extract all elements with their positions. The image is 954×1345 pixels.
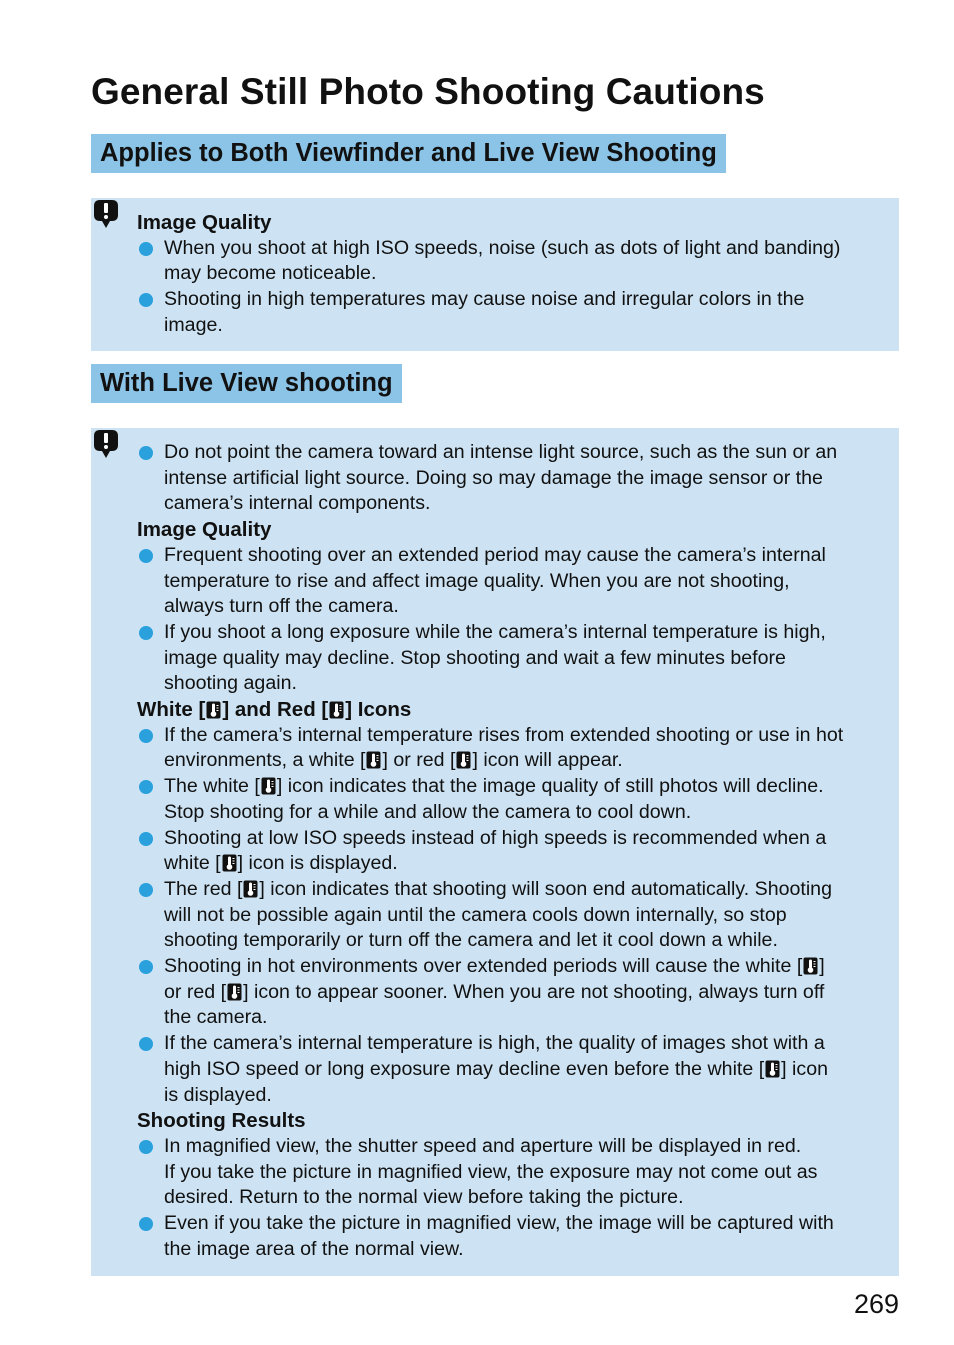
section-heading-both-shooting: Applies to Both Viewfinder and Live View Shooting <box>91 134 726 173</box>
caution-icon <box>91 428 121 460</box>
text-line: desired. Return to the normal view before taking the picture. <box>164 1186 684 1209</box>
text-line <box>164 1057 891 1083</box>
text-line: temperature to rise and affect image quality. When you are not shooting, <box>164 569 790 592</box>
text-line: When you shoot at high ISO speeds, noise (such as dots of light and banding) <box>164 236 841 259</box>
text-segment: ] or red [ <box>382 749 456 772</box>
text-line <box>164 954 891 980</box>
text-segment: The white [ <box>164 775 260 798</box>
text-segment: ] icon indicates that the image quality of still photos will decline. <box>276 775 824 798</box>
text-segment: white [ <box>164 852 221 875</box>
text-line: If you take the picture in magnified view, the exposure may not come out as <box>164 1160 818 1183</box>
temperature-warning-icon <box>366 751 381 769</box>
text-line: If the camera’s internal temperature rises from extended shooting or use in hot <box>164 723 844 746</box>
text-segment: ] icon will appear. <box>472 749 623 772</box>
list-item <box>137 620 891 697</box>
text-segment: or red [ <box>164 980 227 1003</box>
list-item <box>137 236 891 287</box>
temperature-warning-icon <box>261 777 276 795</box>
text-segment: The red [ <box>164 877 243 900</box>
text-line: In magnified view, the shutter speed and aperture will be displayed in red. <box>164 1134 802 1157</box>
text-line: will not be possible again until the camera cools down internally, so stop <box>164 903 787 926</box>
text-line <box>164 877 891 903</box>
list-item <box>137 1134 891 1211</box>
caution-box-live-view <box>91 428 899 1276</box>
text-line: If you shoot a long exposure while the camera’s internal temperature is high, <box>164 620 826 643</box>
text-line: intense artificial light source. Doing so may damage the image sensor or the <box>164 466 823 489</box>
text-line <box>164 774 891 800</box>
temperature-warning-icon <box>329 701 344 719</box>
text-segment: ] icon to appear sooner. When you are not shooting, always turn off <box>243 980 825 1003</box>
text-line: If the camera’s internal temperature is high, the quality of images shot with a <box>164 1032 825 1055</box>
caution-icon <box>91 198 121 230</box>
text-line: Do not point the camera toward an intense light source, such as the sun or an <box>164 441 838 463</box>
page-number: 269 <box>853 1289 899 1319</box>
text-line <box>164 748 891 774</box>
text-line: Shooting in high temperatures may cause noise and irregular colors in the <box>164 288 805 311</box>
temperature-warning-icon <box>222 854 237 872</box>
list-item <box>137 723 891 774</box>
text-segment: ] icon is displayed. <box>237 852 398 875</box>
text-segment: high ISO speed or long exposure may decline even before the white [ <box>164 1057 765 1080</box>
list-item <box>137 287 891 338</box>
image-quality-heading: Image Quality <box>137 211 272 234</box>
shooting-results-heading: Shooting Results <box>137 1109 306 1133</box>
text-line: always turn off the camera. <box>164 595 399 618</box>
text-line: Stop shooting for a while and allow the camera to cool down. <box>164 800 692 823</box>
list-item <box>137 543 891 620</box>
text-line <box>164 980 891 1006</box>
temperature-icons-heading <box>137 697 891 723</box>
temperature-warning-icon <box>803 957 818 975</box>
text-line: Frequent shooting over an extended period may cause the camera’s internal <box>164 543 826 566</box>
temperature-warning-icon <box>206 701 221 719</box>
text-line: image. <box>164 313 223 336</box>
text-segment: ] icon <box>781 1057 828 1080</box>
text-segment: environments, a white [ <box>164 749 366 772</box>
image-quality-heading: Image Quality <box>137 518 272 542</box>
list-item <box>137 774 891 825</box>
text-line: shooting temporarily or turn off the camera and let it cool down a while. <box>164 929 778 952</box>
text-line: may become noticeable. <box>164 262 377 285</box>
list-item <box>137 1211 891 1262</box>
text-line <box>164 851 891 877</box>
text-line: Shooting at low ISO speeds instead of high speeds is recommended when a <box>164 826 827 849</box>
text-line: image quality may decline. Stop shooting and wait a few minutes before <box>164 646 786 669</box>
text-segment: ] <box>819 955 825 978</box>
temperature-warning-icon <box>456 751 471 769</box>
heading-part: ] and Red [ <box>222 698 329 722</box>
list-item <box>137 954 891 1031</box>
text-line: camera’s internal components. <box>164 492 431 515</box>
text-line: the image area of the normal view. <box>164 1237 464 1260</box>
temperature-warning-icon <box>765 1060 780 1078</box>
text-line: the camera. <box>164 1006 268 1029</box>
page-title: General Still Photo Shooting Cautions <box>91 71 765 112</box>
list-item <box>137 826 891 877</box>
heading-part: White [ <box>137 698 206 722</box>
list-item <box>137 877 891 954</box>
text-segment: ] icon indicates that shooting will soon end automatically. Shooting <box>259 877 832 900</box>
text-segment: Shooting in hot environments over extended periods will cause the white [ <box>164 955 803 978</box>
list-item <box>137 440 891 517</box>
temperature-warning-icon <box>227 983 242 1001</box>
text-line: shooting again. <box>164 672 297 695</box>
caution-box-image-quality <box>91 198 899 351</box>
text-line: is displayed. <box>164 1083 272 1106</box>
section-heading-live-view: With Live View shooting <box>91 364 402 403</box>
heading-part: ] Icons <box>345 698 412 722</box>
temperature-warning-icon <box>243 880 258 898</box>
list-item <box>137 1031 891 1108</box>
text-line: Even if you take the picture in magnified view, the image will be captured with <box>164 1212 834 1235</box>
